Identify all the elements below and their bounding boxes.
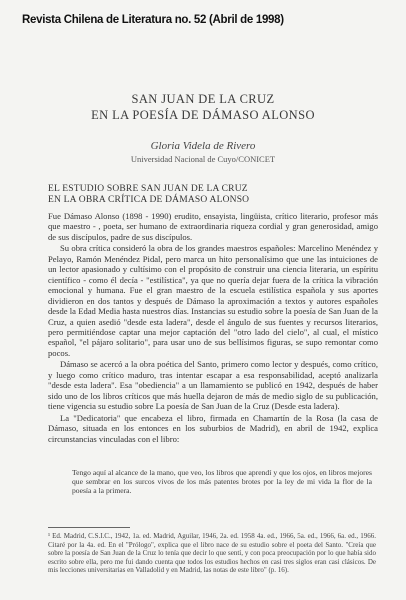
quote-text: Tengo aquí al alcance de la mano, que veo, los libros que aprendí y que los ojos, en libros mejores que sembrar en los surcos vivos de los más patentes brotes por la ley de mi vida la flor de la poesía a la primera. [72, 468, 372, 496]
body-paragraph-2: Su obra crítica consideró la obra de los grandes maestros españoles: Marcelino Menéndez y Pelayo, Ramón Menéndez Pidal, pero marca un hito personalísimo que une las intuiciones de un lector apasionado y cultísimo con el propósito de construir una ciencia literaria, un espíritu científico - como él decía - "estilística", ya que no quería dejar fuera de la crítica la vibración emocional y humana. Fue el gran maestro de la escuela estilística española y sus aportes dividieron en dos tantos y después de Dámaso la aproximación a textos y autores españoles desde la Edad Media hasta nuestros días. Instancias su estudio sobre la poesía de San Juan de la Cruz, a quien asedió "desde esta ladera", desde el ángulo de sus fuentes y recursos literarios, pero permitiéndose captar una mejor captación del "otro lado del cielo", al cual, el místico español, "el pájaro solitario", para usar uno de sus bellísimos figuras, se supo remontar como pocos. [48, 243, 378, 358]
footnote-divider [48, 527, 130, 528]
body-paragraph-1: Fue Dámaso Alonso (1898 - 1990) erudito, ensayista, lingüista, crítico literario, profesor más que maestro - , poeta, ser humano de extraordinaria riqueza cordial y gran generosidad, amigo de sus discípulos, padre de sus discípulos. [48, 211, 378, 242]
body-paragraph-4: La "Dedicatoria" que encabeza el libro, firmada en Chamartín de la Rosa (la casa de Dámaso, situada en los entonces en los suburbios de Madrid), en abril de 1942, explica circunstancias vinculadas con el libro: [48, 412, 378, 444]
block-quote [72, 468, 372, 496]
footnote-text: ¹ Ed. Madrid, C.S.I.C., 1942, 1a. ed. Madrid, Aguilar, 1946, 2a. ed. 1958 4a. ed., 1966, 5a. ed., 1966, 6a. ed., 1966. Citaré por la 4a. ed. En el "Prólogo", explica que el libro nace de su estudio sobre el poeta del Santo. "Creía que sobre la poesía de San Juan de la Cruz lo tenía que decir lo que sentí, y con poca preocupación por lo que había sido escrito sobre ella, pero me fui dando cuenta que todos los estudios hechos en casi tres siglos eran casi clásicos. De mis lecciones universitarias en Valladolid y en Madrid, las notas de este libro" (p. 16). [48, 532, 376, 575]
journal-stamp: Revista Chilena de Literatura no. 52 (Abril de 1998) [22, 14, 284, 26]
section-heading-line-1: EL ESTUDIO SOBRE SAN JUAN DE LA CRUZ [48, 184, 248, 194]
article-title-line-1: SAN JUAN DE LA CRUZ [131, 92, 275, 106]
body-text [48, 211, 378, 445]
footnote [48, 532, 376, 575]
article-title-line-2: EN LA POESÍA DE DÁMASO ALONSO [91, 108, 315, 122]
body-paragraph-3: Dámaso se acercó a la obra poética del Santo, primero como lector y después, como crítico, y luego como crítico maduro, tras intentar escapar a esa responsabilidad, aceptó analizarla "desde esta ladera". Esa "obediencia" a un llamamiento se publicó en 1942, después de haber sido uno de los libros críticos que más huella dejaron de más de medio siglo de su publicación, tiene vigencia su estudio sobre La poesía de San Juan de la Cruz (Desde esta ladera). [48, 359, 378, 412]
author-affiliation: Universidad Nacional de Cuyo/CONICET [130, 154, 276, 164]
author-name: Gloria Videla de Rivero [150, 140, 256, 152]
section-heading-line-2: EN LA OBRA CRÍTICA DE DÁMASO ALONSO [48, 195, 250, 205]
